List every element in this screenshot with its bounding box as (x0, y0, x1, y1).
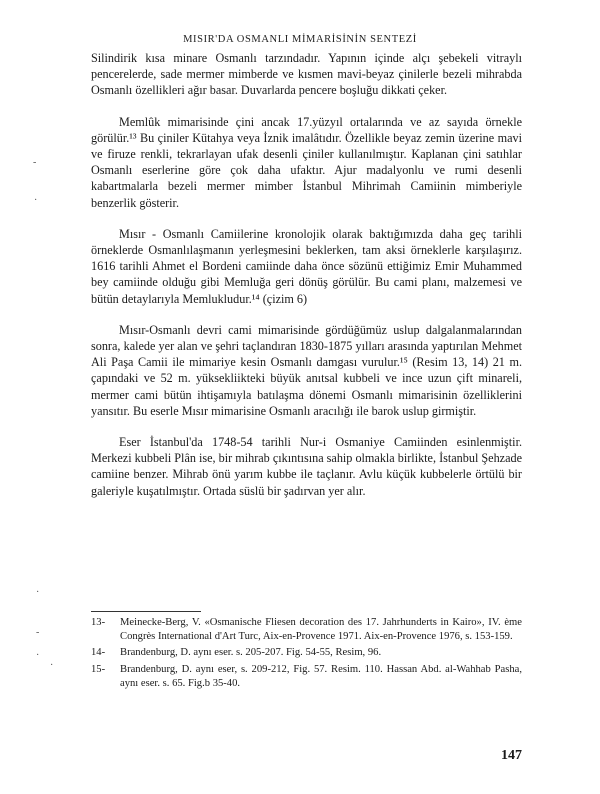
paragraph: Silindirik kısa minare Osmanlı tarzındadır. Yapının içinde alçı şebekeli vitraylı pencerelerde, sade mermer mimberde ve kısmen mavi-beyaz çinilerle bezeli mihrabda Osmanlı özellikleri ağır basar. Duvarlarda pencere boşluğu dikkati çeker. (91, 51, 522, 98)
footnotes (91, 616, 522, 693)
footnote-number: 15- (91, 663, 106, 675)
footnote (91, 616, 522, 644)
body-text (91, 50, 522, 514)
paragraph: Eser İstanbul'da 1748-54 tarihli Nur-i Osmaniye Camiinden esinlenmiştir. Merkezi kubbeli Plân ise, bir mihrab çıkıntısına sahip olmakla birlikte, İstanbul Şehzade camiine benzer. Mihrab önü yarım kubbe ile taçlanır. Avlu küçük kubbelerle örtülü bir galeriyle kuşatılmıştır. Ortada süslü bir şadırvan yer alır. (91, 435, 522, 498)
scan-speck: - (36, 627, 40, 638)
scan-speck: · (36, 587, 40, 598)
scan-speck: · (36, 650, 40, 661)
scan-speck: - (33, 157, 37, 168)
footnote-rule (91, 611, 201, 612)
footnote-number: 13- (91, 617, 106, 628)
footnote (91, 663, 522, 691)
footnote-text: Brandenburg, D. aynı eser, s. 209-212, Fig. 57. Resim. 110. Hassan Abd. al-Wahhab Pasha, aynı eser. s. 65. Fig.b 35-40. (120, 663, 522, 689)
paragraph: Mısır - Osmanlı Camiilerine kronolojik olarak baktığımızda daha geç tarihli örneklerde Osmanlılaşmanın yerleşmesini beklerken, tam aksi örneklerle karşılaşırız. 1616 tarihli Ahmet el Bordeni camiinde daha önce sözünü ettiğimiz Emir Muhammed bey camiinde olduğu gibi Memluğa geri dönüş görülür. Bu cami planı, malzemesi ve bütün detaylarıyla Memlukludur.¹⁴ (çizim 6) (91, 226, 522, 306)
footnote-text: Meinecke-Berg, V. «Osmanische Fliesen decoration des 17. Jahrhunderts in Kairo», IV. ème Congrès International d'Art Turc, Aix-en-Provence 1971. Aix-en-Provence 1976, s. 153-159. (120, 617, 522, 643)
paragraph: Mısır-Osmanlı devri cami mimarisinde gördüğümüz uslup dalgalanmalarından sonra, kalede yer alan ve şehri taçlandıran 1830-1875 yılları arasında yaptırılan Mehmet Ali Paşa Camii ile mimariye kesin Osmanlı damgası vurulur.¹⁵ (Resim 13, 14) 21 m. çapındaki ve 52 m. yüksekliikteki büyük anıtsal kubbeli ve ince uzun çift minareli, mermer cami bütün ihtişamıyla batılaşma dönemi Osmanlı mimarisinin özelliklerini yansıtır. Bu eserle Mısır mimarisine Osmanlı aracılığı ile barok uslup girmiştir. (91, 322, 522, 418)
footnote (91, 646, 522, 660)
footnote-number: 14- (91, 647, 106, 659)
running-head: MISIR'DA OSMANLI MİMARİSİNİN SENTEZİ (183, 34, 417, 45)
page-number: 147 (501, 748, 522, 763)
footnote-text: Brandenburg, D. aynı eser. s. 205-207. Fig. 54-55, Resim, 96. (120, 647, 382, 659)
scan-speck: · (50, 660, 54, 671)
scan-speck: · (34, 195, 38, 206)
paragraph: Memlûk mimarisinde çini ancak 17.yüzyıl ortalarında ve az sayıda örnekle görülür.¹³ Bu çiniler Kütahya veya İznik imalâtıdır. Özellikle beyaz zemin üzerine mavi ve firuze renkli, tekrarlayan ufak desenli çiniler kullanılmıştır. Kaplanan çini satıhlar Osmanlı eserlerine göre çok daha ufaktır. Ajur madalyonlu ve rumi desenli kabartmalarla bezeli mermer mimber İstanbul Mihrimah Camiinin mimberiyle benzerlik gösterir. (91, 114, 522, 210)
